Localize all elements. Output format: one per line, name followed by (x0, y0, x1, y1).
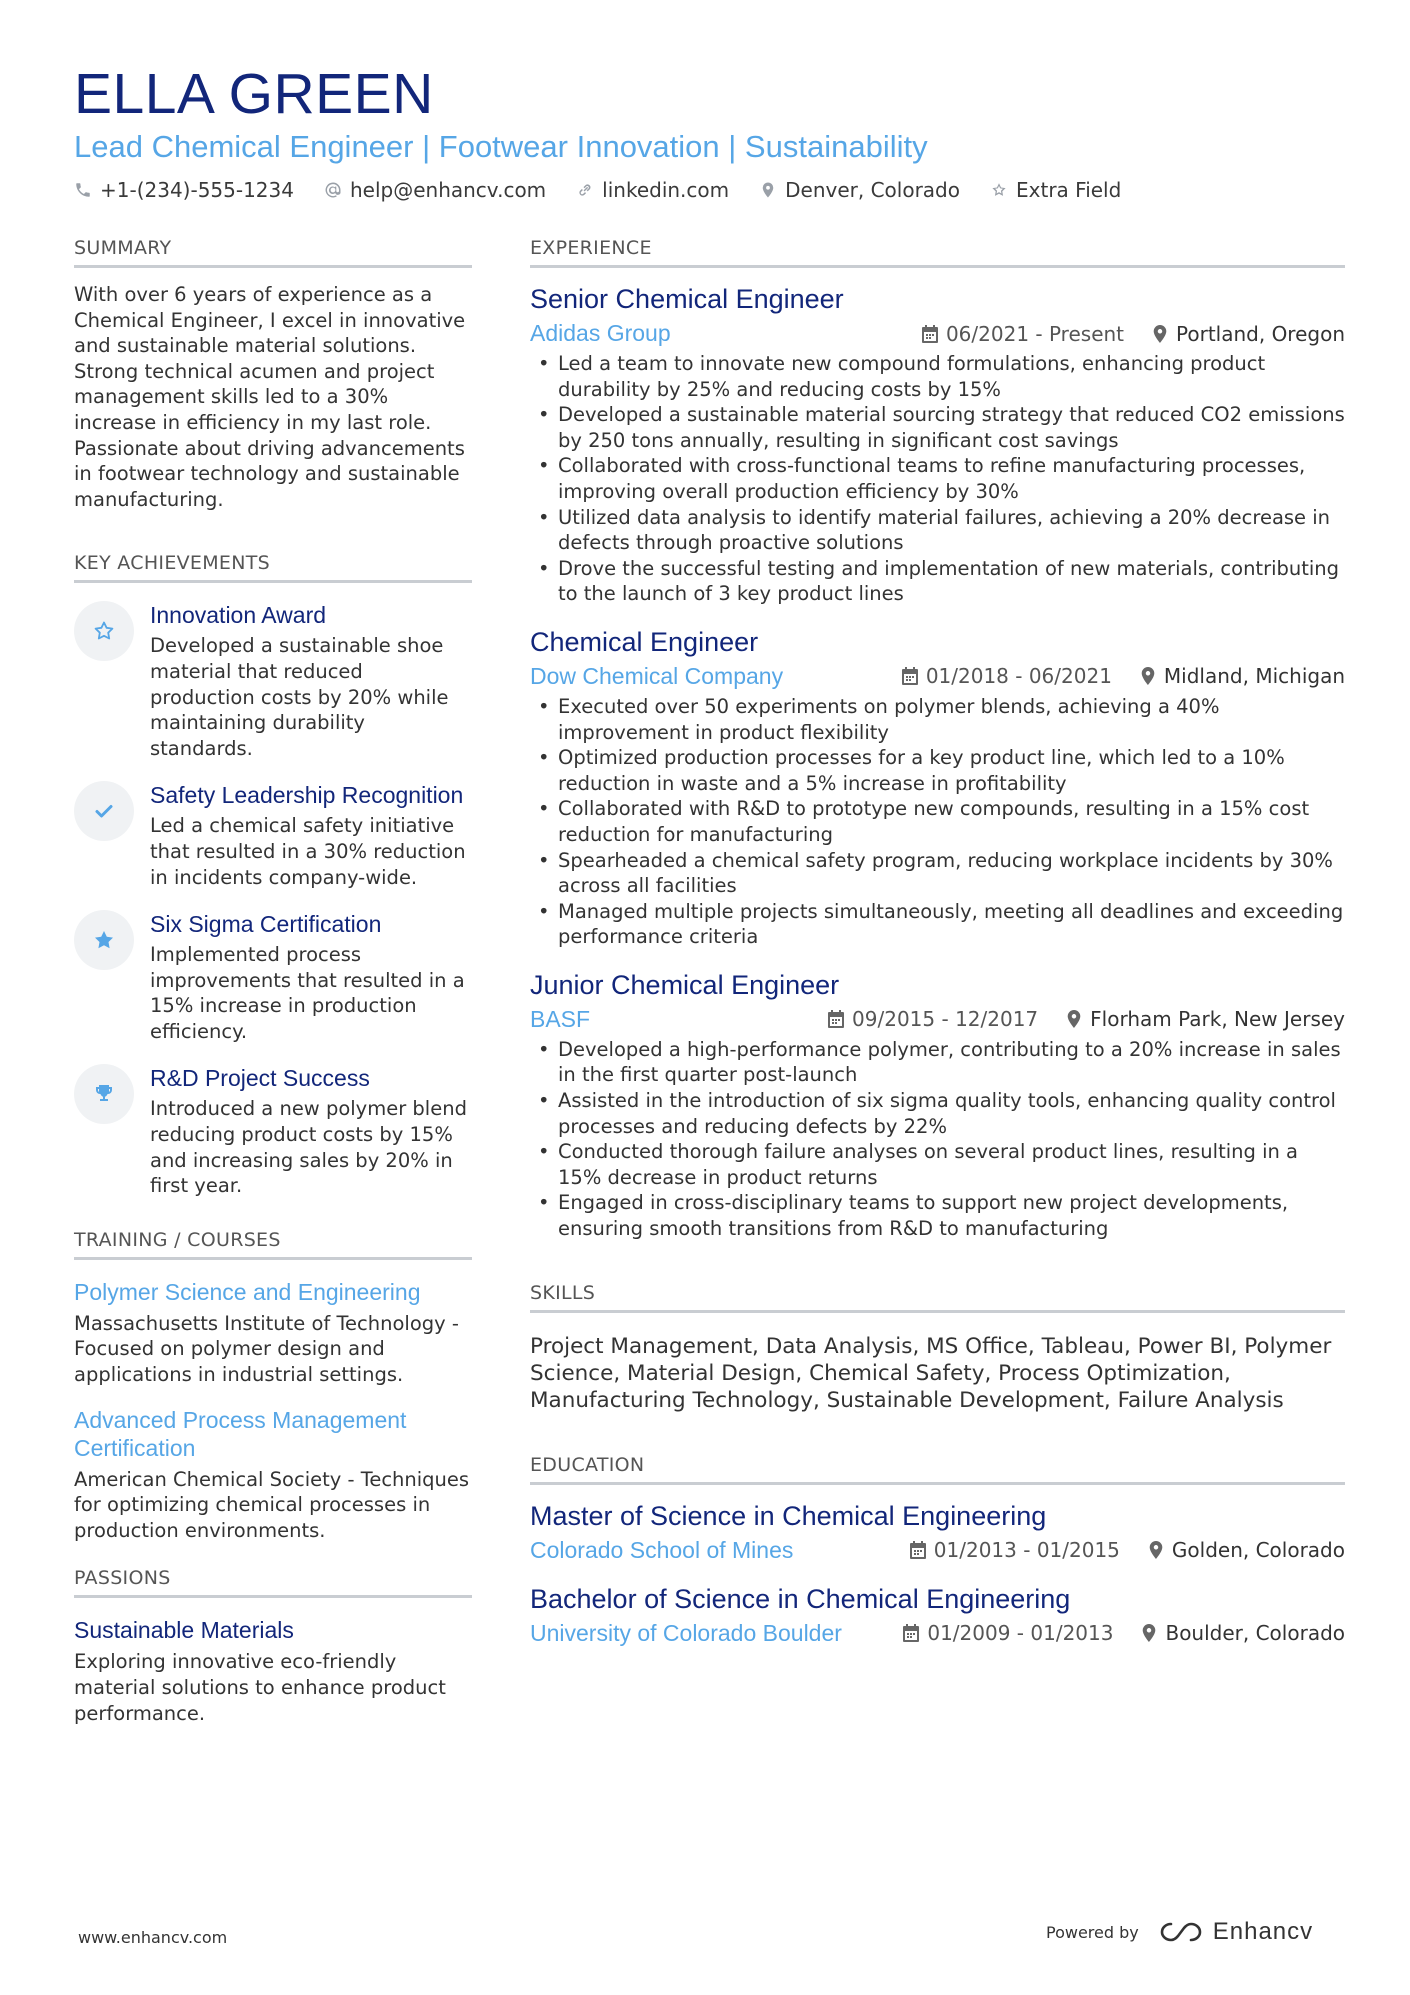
footer-website[interactable]: www.enhancv.com (78, 1928, 228, 1947)
passion-title: Sustainable Materials (74, 1617, 294, 1644)
education-meta (530, 1537, 1345, 1564)
bullet-item: • Engaged in cross-disciplinary teams to support new project developments, ensuring smooth transitions from R&D to manufacturing (530, 1190, 1345, 1241)
date-text: 01/2009 - 01/2013 (927, 1621, 1114, 1646)
calendar-icon (903, 1624, 919, 1642)
bullet-item: • Collaborated with cross-functional teams to refine manufacturing processes, improving overall production efficiency by 30% (530, 453, 1345, 504)
passion-desc: Exploring innovative eco-friendly material solutions to enhance product performance. (74, 1650, 446, 1725)
job-location (1066, 1007, 1345, 1031)
education-date (910, 1538, 1120, 1562)
job-entry (530, 625, 1345, 950)
achievement-item (74, 601, 472, 761)
check-icon (92, 799, 116, 823)
calendar-icon (902, 667, 918, 685)
bullet-item: • Developed a sustainable material sourcing strategy that reduced CO2 emissions by 250 tons annually, resulting in significant cost savings (530, 402, 1345, 453)
candidate-headline: Lead Chemical Engineer | Footwear Innovation | Sustainability (74, 129, 928, 164)
education-location (1148, 1538, 1345, 1562)
contact-location (759, 178, 960, 202)
date-text: 01/2018 - 06/2021 (925, 664, 1112, 689)
job-meta (530, 320, 1345, 347)
passions-section (74, 1567, 472, 1726)
achievement-item (74, 781, 472, 890)
right-column (530, 237, 1345, 1665)
skills-section (530, 1282, 1345, 1414)
contact-text: +1-(234)-555-1234 (100, 178, 294, 202)
brand-name: Enhancv (1212, 1918, 1314, 1945)
job-date (922, 322, 1124, 346)
achievement-icon-wrap (74, 781, 134, 841)
calendar-icon (910, 1541, 926, 1559)
achievement-icon-wrap (74, 601, 134, 661)
achievement-desc: Led a chemical safety initiative that resulted in a 30% reduction in incidents company-wide. (150, 814, 466, 889)
bullet-item: • Spearheaded a chemical safety program, reducing workplace incidents by 30% across all facilities (530, 848, 1345, 899)
experience-section (530, 237, 1345, 1242)
contact-linkedin[interactable] (576, 178, 729, 202)
bullet-item: • Developed a high-performance polymer, contributing to a 20% increase in sales in the first quarter post-launch (530, 1037, 1345, 1088)
trophy-icon (92, 1082, 116, 1106)
company-name: Dow Chemical Company (530, 662, 784, 689)
achievement-item (74, 910, 472, 1044)
candidate-name: ELLA GREEN (74, 62, 434, 126)
school-name: University of Colorado Boulder (530, 1619, 842, 1646)
job-entry (530, 282, 1345, 607)
contact-text: Denver, Colorado (785, 178, 960, 202)
section-title: EDUCATION (530, 1454, 1345, 1485)
job-title: Senior Chemical Engineer (530, 284, 844, 314)
achievement-icon-wrap (74, 910, 134, 970)
education-meta (530, 1620, 1345, 1647)
job-date (902, 664, 1112, 688)
achievement-title: Safety Leadership Recognition (150, 782, 464, 809)
contact-email[interactable] (324, 178, 546, 202)
contact-text: help@enhancv.com (349, 178, 547, 202)
education-section (530, 1454, 1345, 1647)
achievements-section (74, 552, 472, 1199)
bullet-item: • Led a team to innovate new compound formulations, enhancing product durability by 25% and reducing costs by 15% (530, 351, 1345, 402)
location-icon (759, 181, 777, 199)
course-desc: Massachusetts Institute of Technology - Focused on polymer design and applications in industrial settings. (74, 1311, 459, 1387)
job-meta (530, 663, 1345, 690)
job-bullets (530, 351, 1345, 607)
achievement-title: Innovation Award (150, 602, 327, 629)
achievement-title: R&D Project Success (150, 1065, 370, 1092)
achievement-title: Six Sigma Certification (150, 911, 382, 938)
section-title: KEY ACHIEVEMENTS (74, 552, 472, 583)
bullet-item: • Drove the successful testing and implementation of new materials, contributing to the launch of 3 key product lines (530, 556, 1345, 607)
job-bullets (530, 694, 1345, 950)
calendar-icon (922, 325, 938, 343)
at-icon (324, 181, 342, 199)
location-icon (1152, 325, 1168, 343)
section-title: PASSIONS (74, 1567, 472, 1598)
company-name: BASF (530, 1005, 591, 1032)
resume-header (74, 62, 1344, 202)
course-title: Polymer Science and Engineering (74, 1278, 421, 1305)
achievement-desc: Introduced a new polymer blend reducing product costs by 15% and increasing sales by 20% in first year. (150, 1097, 467, 1198)
section-title: SUMMARY (74, 237, 472, 268)
summary-section (74, 237, 472, 512)
job-bullets (530, 1037, 1345, 1242)
contact-extra (990, 178, 1121, 202)
bullet-item: • Executed over 50 experiments on polymer blends, achieving a 40% improvement in product flexibility (530, 694, 1345, 745)
location-text: Portland, Oregon (1176, 321, 1345, 346)
job-location (1140, 664, 1345, 688)
job-location (1152, 322, 1345, 346)
brand-logo[interactable] (1157, 1918, 1313, 1946)
job-entry (530, 968, 1345, 1242)
date-text: 06/2021 - Present (945, 321, 1125, 346)
bullet-item: • Collaborated with R&D to prototype new compounds, resulting in a 15% cost reduction for manufacturing (530, 796, 1345, 847)
bullet-item: • Optimized production processes for a key product line, which led to a 10% reduction in waste and a 5% increase in profitability (530, 745, 1345, 796)
powered-by-label: Powered by (1046, 1922, 1139, 1942)
location-text: Golden, Colorado (1171, 1538, 1345, 1563)
section-title: EXPERIENCE (530, 237, 1345, 268)
bullet-item: • Managed multiple projects simultaneously, meeting all deadlines and exceeding performance criteria (530, 899, 1345, 950)
bullet-item: • Assisted in the introduction of six sigma quality tools, enhancing quality control processes and reducing defects by 22% (530, 1088, 1345, 1139)
education-entry (530, 1499, 1345, 1564)
contact-bar (74, 178, 1344, 202)
school-name: Colorado School of Mines (530, 1536, 794, 1563)
star-icon (990, 181, 1008, 199)
section-title: SKILLS (530, 1282, 1345, 1313)
section-title: TRAINING / COURSES (74, 1229, 472, 1260)
location-text: Midland, Michigan (1163, 664, 1345, 689)
footer-branding (1046, 1918, 1313, 1946)
phone-icon (74, 181, 92, 199)
job-title: Junior Chemical Engineer (530, 969, 840, 1000)
job-date (828, 1007, 1038, 1031)
star-outline-icon (92, 619, 116, 643)
skills-text: Project Management, Data Analysis, MS Office, Tableau, Power BI, Polymer Science, Material Design, Chemical Safety, Process Optimization, Manufacturing Technology, Sustainable Development, Failure Analysis (530, 1333, 1332, 1413)
education-date (903, 1621, 1113, 1645)
date-text: 01/2013 - 01/2015 (933, 1538, 1120, 1563)
bullet-item: • Utilized data analysis to identify material failures, achieving a 20% decrease in defects through proactive solutions (530, 505, 1345, 556)
training-section (74, 1229, 472, 1544)
achievement-desc: Developed a sustainable shoe material that reduced production costs by 20% while maintaining durability standards. (150, 634, 449, 760)
achievement-item (74, 1064, 472, 1198)
job-title: Chemical Engineer (530, 626, 759, 657)
star-filled-icon (92, 928, 116, 952)
location-icon (1148, 1541, 1164, 1559)
calendar-icon (828, 1010, 844, 1028)
location-icon (1066, 1010, 1082, 1028)
enhancv-logo-icon (1157, 1919, 1205, 1945)
location-icon (1140, 667, 1156, 685)
location-text: Boulder, Colorado (1165, 1621, 1345, 1646)
education-entry (530, 1582, 1345, 1647)
course-title: Advanced Process Management Certification (74, 1406, 407, 1461)
contact-text: linkedin.com (602, 178, 730, 202)
degree-title: Bachelor of Science in Chemical Engineering (530, 1583, 1071, 1614)
achievement-icon-wrap (74, 1064, 134, 1124)
company-name: Adidas Group (530, 320, 671, 346)
contact-phone[interactable] (74, 178, 294, 202)
date-text: 09/2015 - 12/2017 (852, 1007, 1039, 1032)
location-icon (1141, 1624, 1157, 1642)
bullet-item: • Conducted thorough failure analyses on several product lines, resulting in a 15% decrease in product returns (530, 1139, 1345, 1190)
left-column (74, 237, 472, 1744)
achievement-desc: Implemented process improvements that resulted in a 15% increase in production efficiency. (150, 943, 465, 1043)
education-location (1141, 1621, 1345, 1645)
job-meta (530, 1006, 1345, 1033)
course-desc: American Chemical Society - Techniques for optimizing chemical processes in production environments. (74, 1467, 470, 1542)
summary-text: With over 6 years of experience as a Chemical Engineer, I excel in innovative and sustainable material solutions. Strong technical acumen and project management skills led to a 30% increase in efficiency in my last role. Passionate about driving advancements in footwear technology and sustainable manufacturing. (74, 283, 466, 511)
degree-title: Master of Science in Chemical Engineering (530, 1500, 1047, 1531)
link-icon (576, 181, 594, 199)
contact-text: Extra Field (1016, 178, 1122, 202)
location-text: Florham Park, New Jersey (1090, 1007, 1345, 1032)
